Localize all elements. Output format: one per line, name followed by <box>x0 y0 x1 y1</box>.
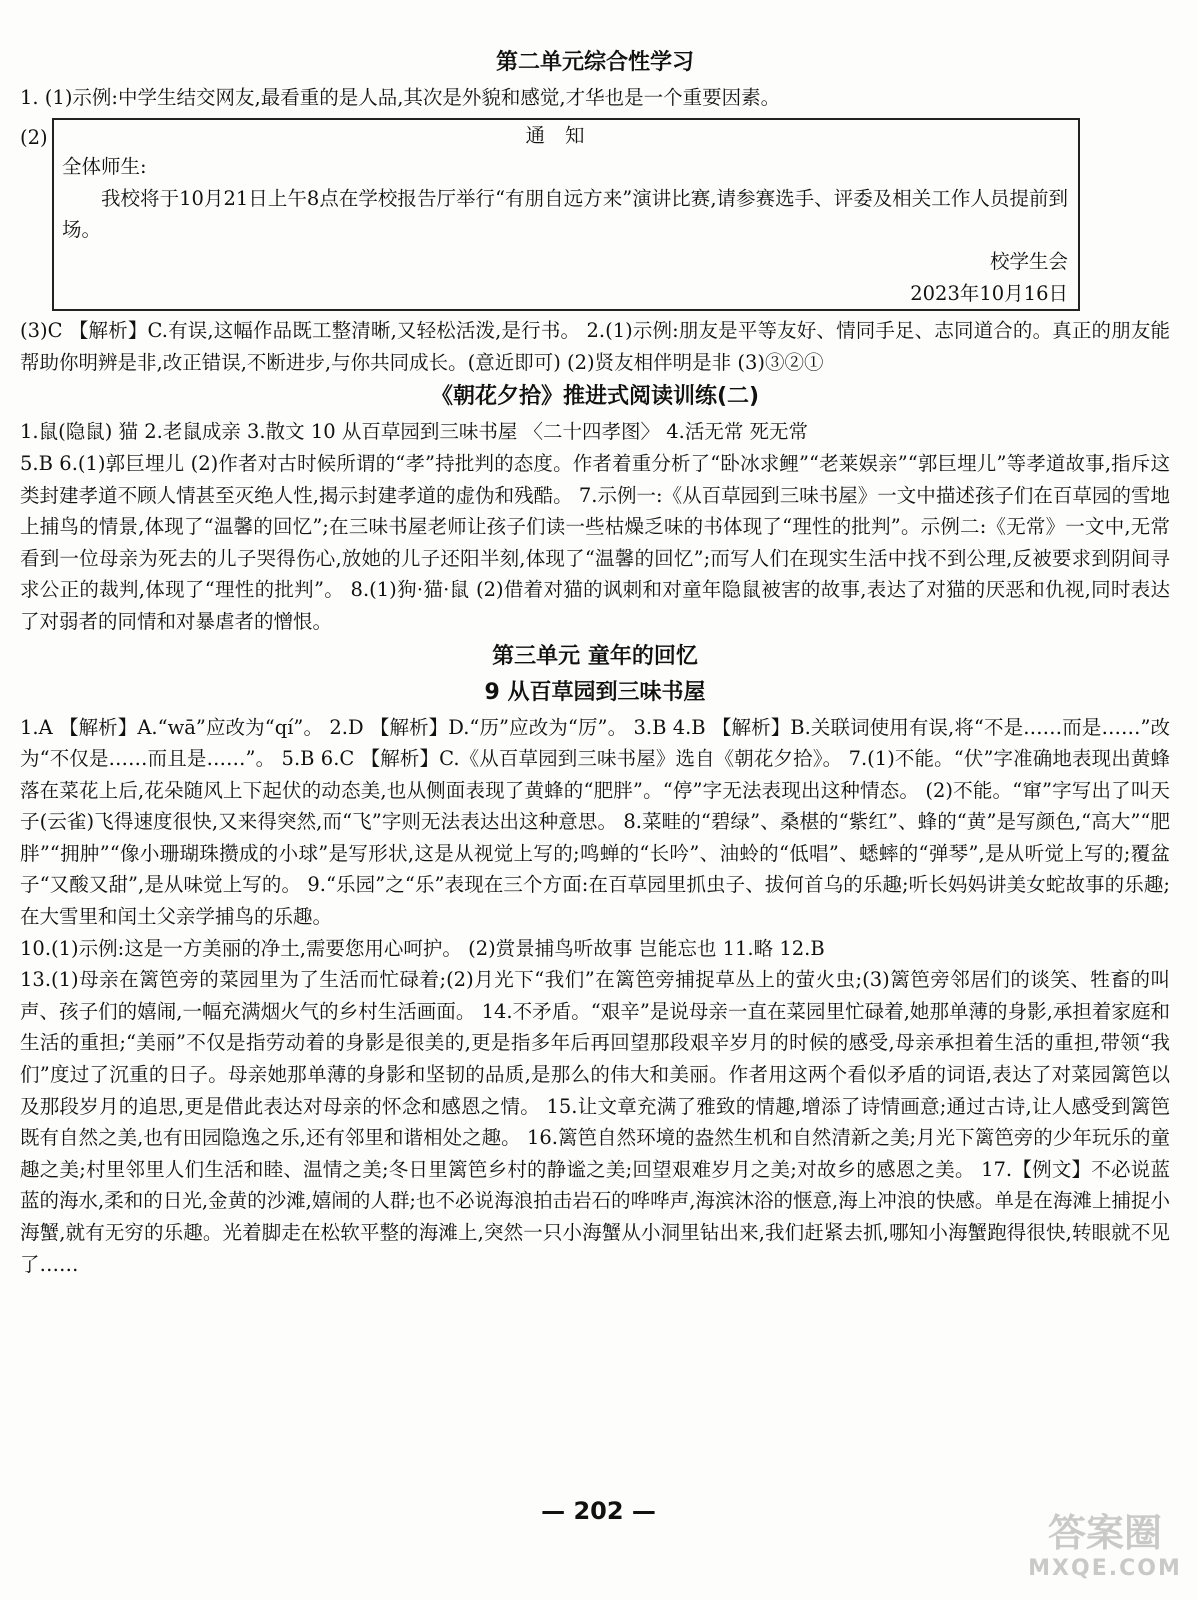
answer-page <box>20 44 1170 1280</box>
watermark-line2: MXQE.COM <box>1028 1556 1182 1581</box>
notice-date: 2023年10月16日 <box>910 281 1068 305</box>
answer-lesson-1-9: 1.A 【解析】A.“wā”应改为“qí”。 2.D 【解析】D.“历”应改为“厉”。 3.B 4.B 【解析】B.关联词使用有误,将“不是……而是……”改为“不仅是……而且是……”。 5.B 6.C 【解析】C.《从百草园到三味书屋》选自《朝花夕拾》。 7.(1)不能。“伏”字准确地表现出黄蜂落在菜花上后,花朵随风上下起伏的动态美,也从侧面表现了黄蜂的“肥胖”。“停”字无法表现出这种情态。 (2)不能。“窜”字写出了叫天子(云雀)飞得速度很快,又来得突然,而“飞”字则无法表达出这种意思。 8.菜畦的“碧绿”、桑椹的“紫红”、蜂的“黄”是写颜色,“高大”“肥胖”“拥肿”“像小珊瑚珠攒成的小球”是写形状,这是从视觉上写的;鸣蝉的“长吟”、油蛉的“低唱”、蟋蟀的“弹琴”,是从听觉上写的;覆盆子“又酸又甜”,是从味觉上写的。 9.“乐园”之“乐”表现在三个方面:在百草园里抓虫子、拔何首乌的乐趣;听长妈妈讲美女蛇故事的乐趣;在大雪里和闰土父亲学捕鸟的乐趣。 <box>20 715 1170 929</box>
answer-q1-3-q2: (3)C 【解析】C.有误,这幅作品既工整清晰,又轻松活泼,是行书。 2.(1)示例:朋友是平等友好、情同手足、志同道合的。真正的朋友能帮助你明辨是非,改正错误,不断进步,与你共同成长。(意近即可) (2)贤友相伴明是非 (3)③②① <box>20 319 1170 374</box>
section-title-unit2-comprehensive: 第二单元综合性学习 <box>495 50 694 75</box>
notice-addressee: 全体师生: <box>62 155 147 179</box>
section-title-reading-training: 《朝花夕拾》推进式阅读训练(二) <box>430 384 760 410</box>
page-number: — 202 — <box>541 1497 656 1525</box>
answer-lesson-10-12: 10.(1)示例:这是一方美丽的净土,需要您用心呵护。 (2)赏景捕鸟听故事 岂能忘也 11.略 12.B <box>20 936 825 960</box>
lesson-title: 9 从百草园到三味书屋 <box>484 679 706 705</box>
answer-lesson-13-17: 13.(1)母亲在篱笆旁的菜园里为了生活而忙碌着;(2)月光下“我们”在篱笆旁捕捉草丛上的萤火虫;(3)篱笆旁邻居们的谈笑、牲畜的叫声、孩子们的嬉闹,一幅充满烟火气的乡村生活画面。 14.不矛盾。“艰辛”是说母亲一直在菜园里忙碌着,她那单薄的身影,承担着家庭和生活的重担;“美丽”不仅是指劳动着的身影是很美的,更是指多年后再回望那段艰辛岁月的时候的感受,母亲承担着生活的重担,带领“我们”度过了沉重的日子。母亲她那单薄的身影和坚韧的品质,是那么的伟大和美丽。作者用这两个看似矛盾的词语,表达了对菜园篱笆以及那段岁月的追思,更是借此表达对母亲的怀念和感恩之情。 15.让文章充满了雅致的情趣,增添了诗情画意;通过古诗,让人感受到篱笆既有自然之美,也有田园隐逸之乐,还有邻里和谐相处之趣。 16.篱笆自然环境的盎然生机和自然清新之美;月光下篱笆旁的少年玩乐的童趣之美;村里邻里人们生活和睦、温情之美;冬日里篱笆乡村的静谧之美;回望艰难岁月之美;对故乡的感恩之美。 17.【例文】不必说蓝蓝的海水,柔和的日光,金黄的沙滩,嬉闹的人群;也不必说海浪拍击岩石的哗哗声,海滨沐浴的惬意,海上冲浪的快感。单是在海滩上捕捉小海蟹,就有无穷的乐趣。光着脚走在松软平整的海滩上,突然一只小海蟹从小洞里钻出来,我们赶紧去抓,哪知小海蟹跑得很快,转眼就不见了…… <box>20 968 1170 1276</box>
watermark-logo <box>1025 1510 1185 1590</box>
answer-q1-2-label: (2) <box>20 125 48 149</box>
notice-body: 我校将于10月21日上午8点在学校报告厅举行“有朋自远方来”演讲比赛,请参赛选手、评委及相关工作人员提前到场。 <box>62 186 1068 242</box>
notice-signer: 校学生会 <box>989 249 1068 273</box>
section-title-unit3: 第三单元 童年的回忆 <box>492 643 698 669</box>
notice-box <box>52 118 1080 312</box>
notice-title: 通知 <box>525 123 605 147</box>
answer-reading-5-8: 5.B 6.(1)郭巨埋儿 (2)作者对古时候所谓的“孝”持批判的态度。作者着重分析了“卧冰求鲤”“老莱娱亲”“郭巨埋儿”等孝道故事,指斥这类封建孝道不顾人情甚至灭绝人性,揭示封建孝道的虚伪和残酷。 7.示例一:《从百草园到三味书屋》一文中描述孩子们在百草园的雪地上捕鸟的情景,体现了“温馨的回忆”;在三味书屋老师让孩子们读一些枯燥乏味的书体现了“理性的批判”。示例二:《无常》一文中,无常看到一位母亲为死去的儿子哭得伤心,放她的儿子还阳半刻,体现了“温馨的回忆”;而写人们在现实生活中找不到公理,反被要求到阴间寻求公正的裁判,体现了“理性的批判”。 8.(1)狗·猫·鼠 (2)借着对猫的讽刺和对童年隐鼠被害的故事,表达了对猫的厌恶和仇视,同时表达了对弱者的同情和对暴虐者的憎恨。 <box>20 451 1170 633</box>
answer-reading-1-4: 1.鼠(隐鼠) 猫 2.老鼠成亲 3.散文 10 从百草园到三味书屋 〈二十四孝图〉 4.活无常 死无常 <box>20 420 809 444</box>
watermark-line1: 答案圈 <box>1047 1511 1162 1555</box>
notice-block <box>20 118 1170 312</box>
answer-q1: 1. (1)示例:中学生结交网友,最看重的是人品,其次是外貌和感觉,才华也是一个重要因素。 <box>20 86 781 109</box>
